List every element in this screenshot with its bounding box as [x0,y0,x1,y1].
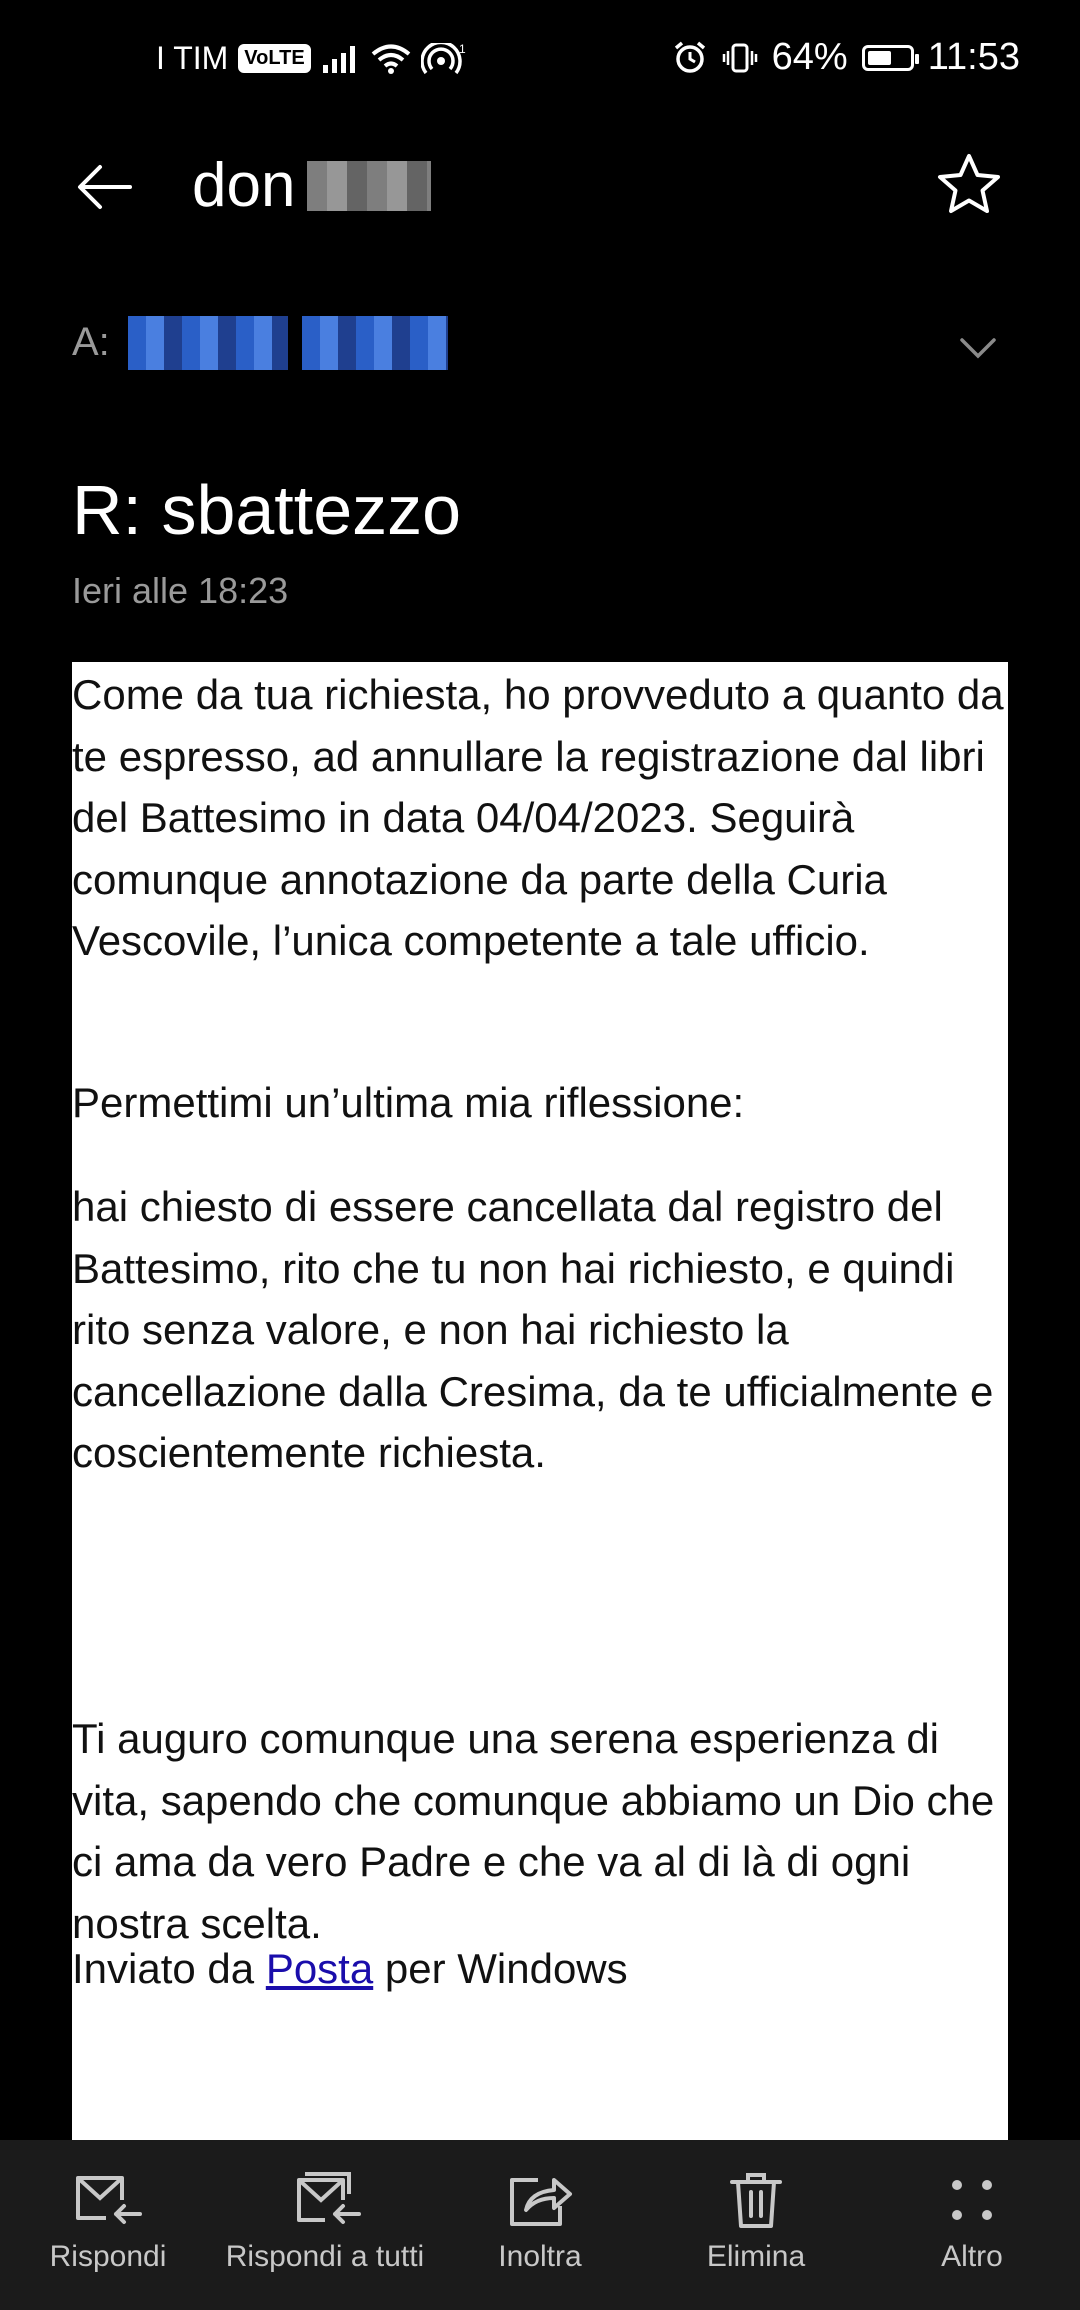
status-right [672,36,1020,79]
reply-all-button[interactable] [210,2170,440,2274]
battery-icon [862,45,914,71]
more-icon [942,2170,1002,2230]
redacted-recipient-first [128,316,288,370]
recipients-row[interactable] [0,310,1080,380]
reply-all-label: Rispondi a tutti [225,2240,425,2273]
body-paragraph: Ti auguro comunque una serena esperienza di vita, sapendo che comunque abbiamo un Dio che ci ama da vero Padre e che va al di là di ogni nostra scelta. [72,1715,995,1947]
star-icon[interactable] [934,150,1004,220]
chevron-down-icon[interactable] [956,326,1000,370]
body-paragraph: hai chiesto di essere cancellata dal registro del Battesimo, rito che tu non hai richiesto, e quindi rito senza valore, e non hai richiesto la cancellazione dalla Cresima, da te ufficialmente e coscientemente richiesta. [72,1183,994,1476]
sender-name [192,150,431,221]
email-signature [72,1938,1008,2000]
forward-label: Inoltra [498,2240,582,2273]
wifi-icon [371,43,411,75]
reply-button[interactable] [28,2170,188,2274]
vibrate-icon [722,40,758,76]
signature-prefix: Inviato da [72,1945,266,1992]
signal-icon [321,43,361,75]
body-paragraph: Come da tua richiesta, ho provveduto a quanto da te espresso, ad annullare la registrazione dal libri del Battesimo in data 04/04/2023. Seguirà comunque annotazione da parte della Curia Vescovile, l’unica competente a tale ufficio. [72,671,1004,964]
message-header [0,130,1080,240]
reply-icon [72,2170,144,2230]
arrow-left-icon[interactable] [70,152,140,222]
forward-icon [504,2170,576,2230]
delete-label: Elimina [706,2240,806,2273]
more-button[interactable] [892,2170,1052,2274]
posta-link[interactable]: Posta [265,1945,374,1992]
carrier-label: I TIM [156,40,229,76]
sender-name-text: don [192,151,296,220]
forward-button[interactable] [460,2170,620,2274]
body-paragraph: Permettimi un’ultima mia riflessione: [72,1079,745,1126]
battery-percent: 64% [771,36,848,78]
redacted-sender [307,161,431,211]
battery-level-fill [868,51,891,65]
reply-all-icon [287,2170,363,2230]
status-bar [0,0,1080,130]
hotspot-icon [421,43,467,75]
more-label: Altro [941,2240,1003,2273]
status-left [156,40,467,77]
email-subject: R: sbattezzo [72,471,462,549]
signature-suffix: per Windows [373,1945,628,1992]
clock: 11:53 [927,36,1020,78]
email-body [72,662,1008,2140]
svg-text:1: 1 [458,42,466,56]
to-label: A: [72,320,110,364]
trash-icon [726,2170,786,2230]
redacted-recipient-last [302,316,448,370]
volte-badge: VoLTE [238,44,310,73]
delete-button[interactable] [676,2170,836,2274]
email-date: Ieri alle 18:23 [72,570,289,611]
bottom-toolbar [0,2140,1080,2310]
alarm-icon [672,40,708,76]
reply-label: Rispondi [49,2240,167,2273]
